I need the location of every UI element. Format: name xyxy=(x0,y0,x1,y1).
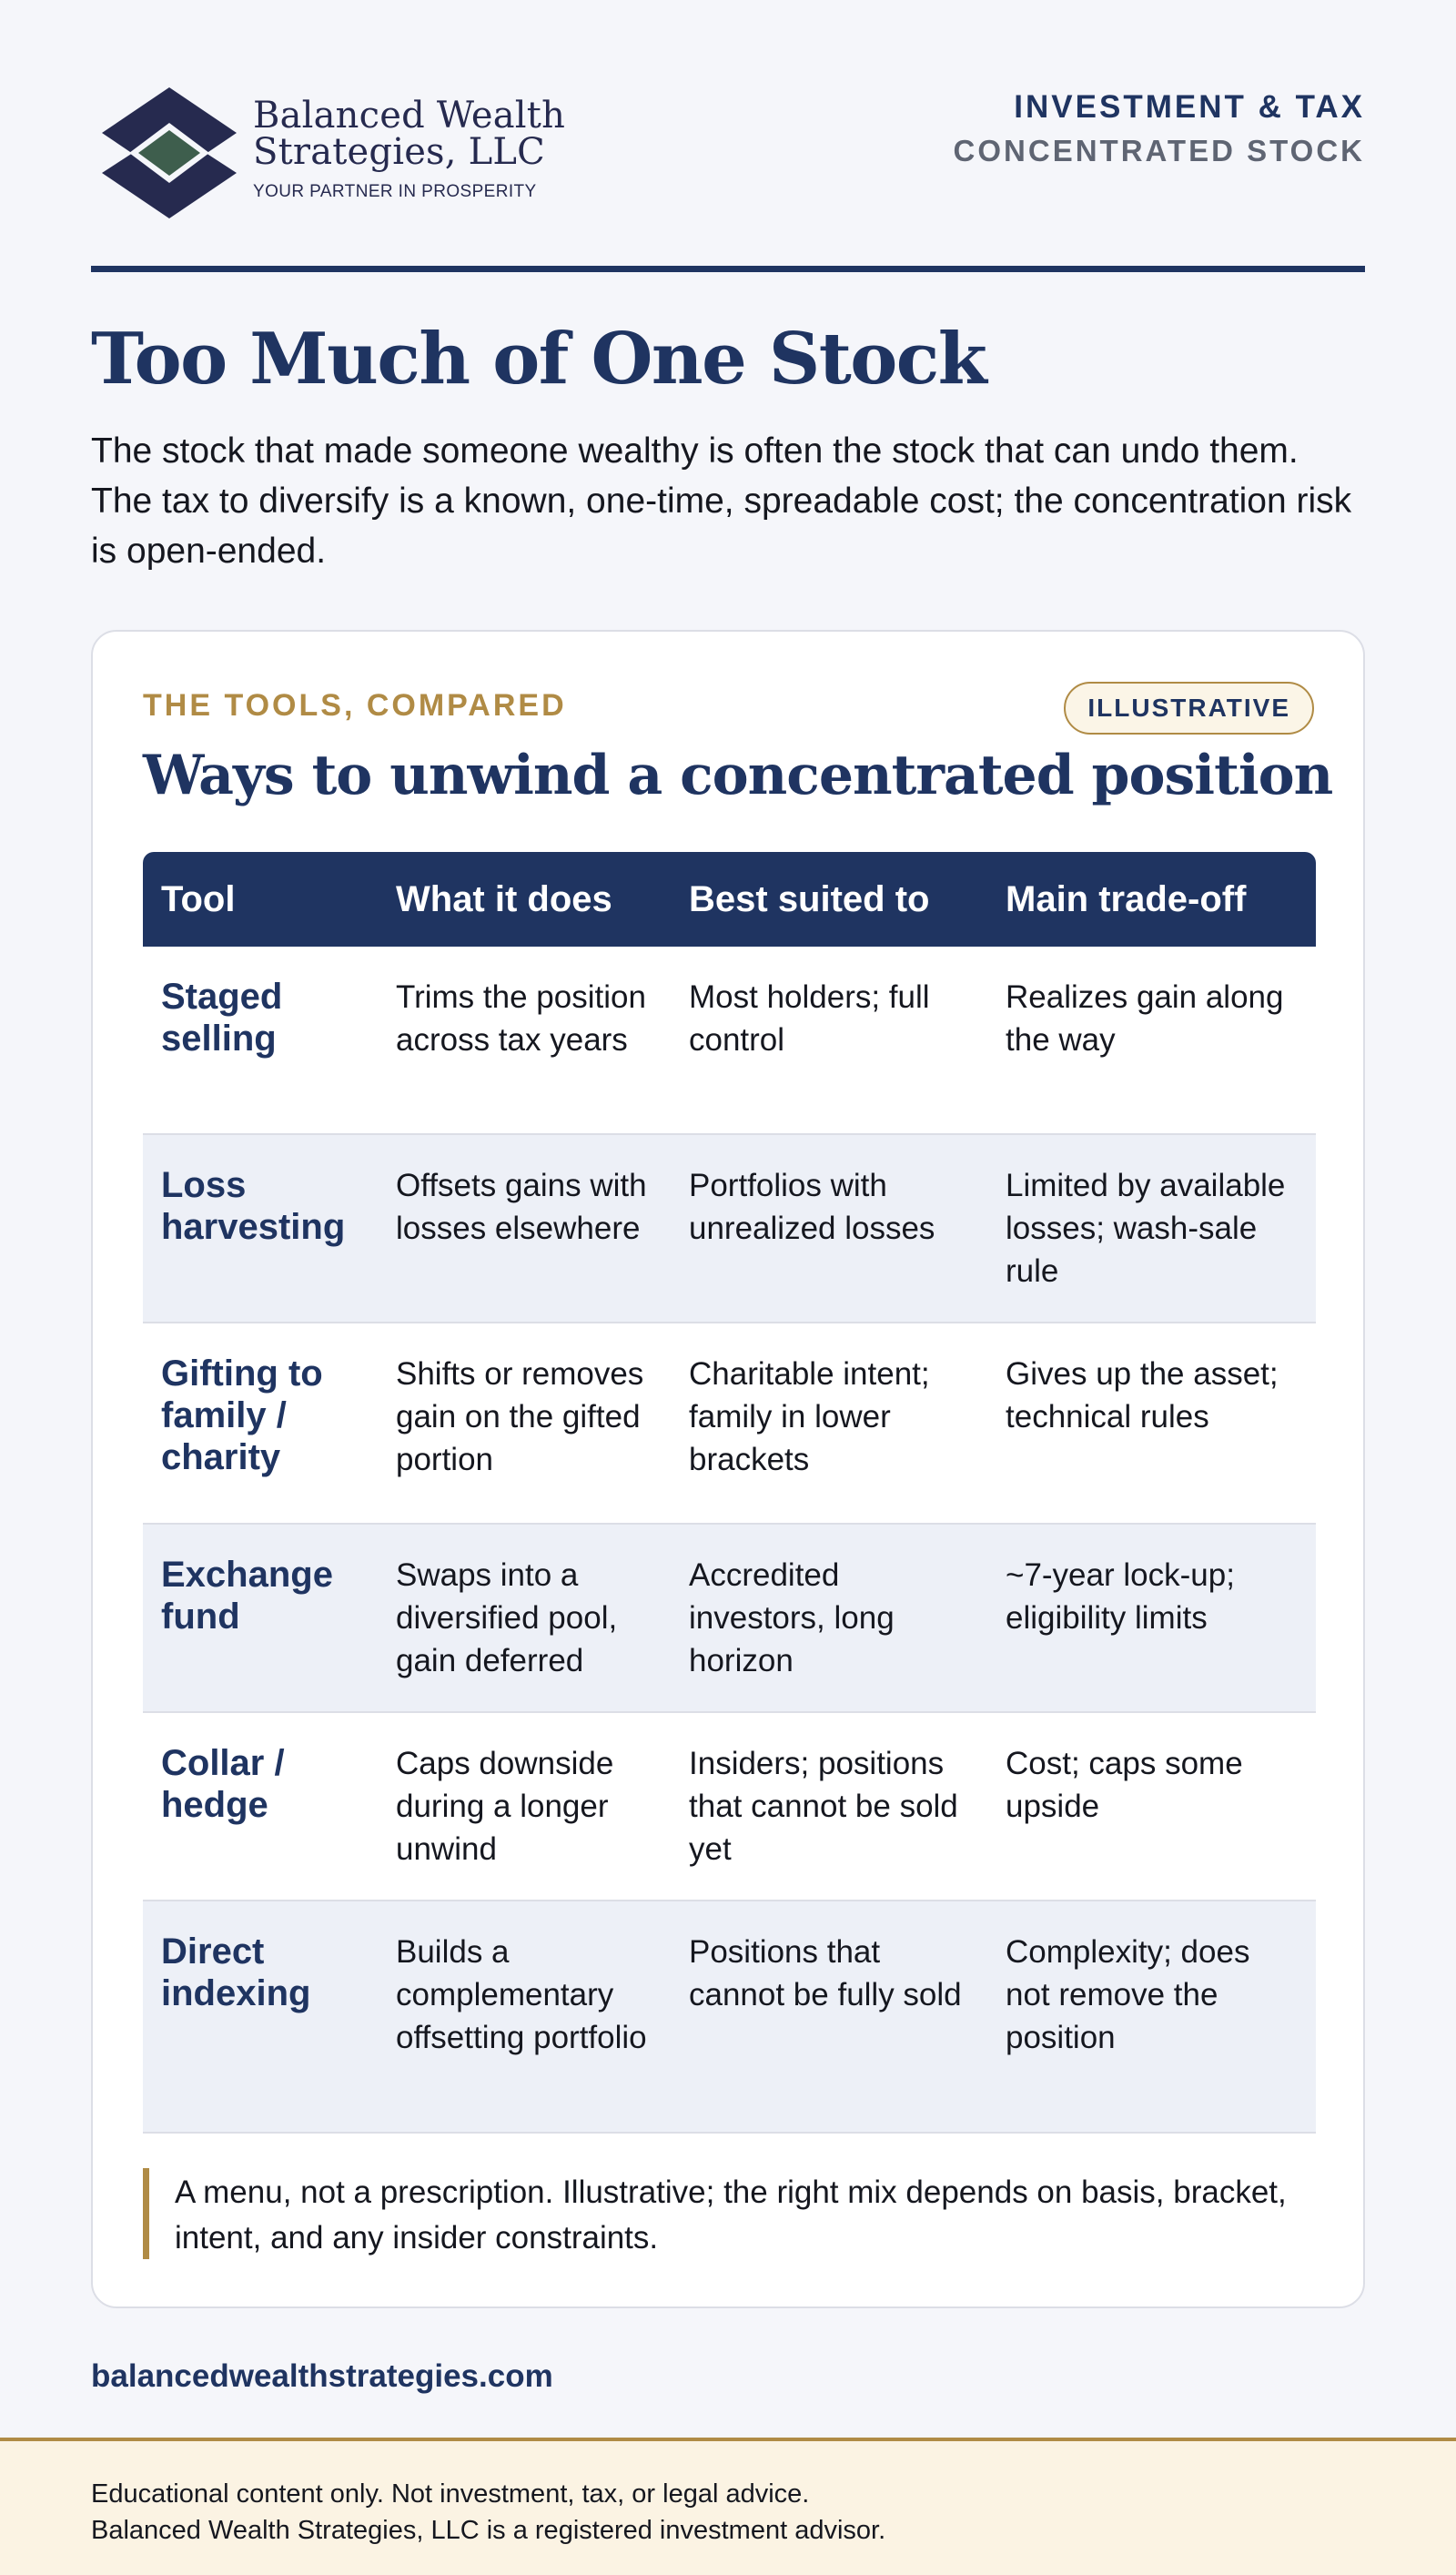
illustrative-badge: ILLUSTRATIVE xyxy=(1064,682,1314,735)
brand-name-line2: Strategies, LLC xyxy=(253,131,545,173)
website-link[interactable]: balancedwealthstrategies.com xyxy=(91,2358,553,2394)
tool-description: Builds a complementary offsetting portfolio xyxy=(378,1901,671,2133)
table-header-row xyxy=(143,852,1316,947)
tool-trade-off: Complexity; does not remove the position xyxy=(987,1901,1316,2133)
tool-trade-off: Realizes gain along the way xyxy=(987,947,1316,1134)
table-row xyxy=(143,1134,1316,1323)
tool-trade-off: Cost; caps some upside xyxy=(987,1712,1316,1901)
brand-tagline: YOUR PARTNER IN PROSPERITY xyxy=(253,182,537,201)
tool-name: Staged selling xyxy=(143,947,378,1134)
tool-best-suited: Charitable intent; family in lower brackets xyxy=(671,1323,987,1524)
tool-name: Gifting to family / charity xyxy=(143,1323,378,1524)
card-eyebrow: THE TOOLS, COMPARED xyxy=(143,688,567,723)
header-divider xyxy=(91,266,1365,272)
column-header-best-suited-to: Best suited to xyxy=(671,852,987,947)
tool-best-suited: Most holders; full control xyxy=(671,947,987,1134)
brand-name-line1: Balanced Wealth xyxy=(253,95,566,137)
intro-paragraph: The stock that made someone wealthy is often the stock that can undo them. The tax to diversify is a known, one-time, spreadable cost; the concentration risk is open-ended. xyxy=(91,431,1352,571)
disclaimer-footer xyxy=(0,2438,1456,2575)
tool-name: Direct indexing xyxy=(143,1901,378,2133)
tool-name: Loss harvesting xyxy=(143,1134,378,1323)
tool-best-suited: Accredited investors, long horizon xyxy=(671,1524,987,1712)
topic-label: CONCENTRATED STOCK xyxy=(953,134,1365,167)
card-title: Ways to unwind a concentrated position xyxy=(143,744,1333,807)
tool-trade-off: ~7-year lock-up; eligibility limits xyxy=(987,1524,1316,1712)
page-title: Too Much of One Stock xyxy=(91,318,986,400)
brand-logo[interactable] xyxy=(91,84,637,226)
tool-best-suited: Positions that cannot be fully sold xyxy=(671,1901,987,2133)
tools-table xyxy=(143,852,1316,2134)
tool-best-suited: Insiders; positions that cannot be sold yet xyxy=(671,1712,987,1901)
tool-best-suited: Portfolios with unrealized losses xyxy=(671,1134,987,1323)
category-label: INVESTMENT & TAX xyxy=(1014,89,1365,125)
callout-note: A menu, not a prescription. Illustrative; the right mix depends on basis, bracket, intent, and any insider constraints. xyxy=(143,2168,1316,2259)
diamond-logo-icon xyxy=(96,86,242,222)
tool-description: Caps downside during a longer unwind xyxy=(378,1712,671,1901)
tool-name: Exchange fund xyxy=(143,1524,378,1712)
column-header-what-it-does: What it does xyxy=(378,852,671,947)
tool-description: Swaps into a diversified pool, gain deferred xyxy=(378,1524,671,1712)
table-row xyxy=(143,1524,1316,1712)
table-row xyxy=(143,1323,1316,1524)
disclaimer-line-2: Balanced Wealth Strategies, LLC is a registered investment advisor. xyxy=(91,2516,886,2545)
column-header-tool: Tool xyxy=(143,852,378,947)
tool-trade-off: Limited by available losses; wash-sale rule xyxy=(987,1134,1316,1323)
tool-trade-off: Gives up the asset; technical rules xyxy=(987,1323,1316,1524)
table-row xyxy=(143,947,1316,1134)
table-row xyxy=(143,1901,1316,2133)
tool-description: Trims the position across tax years xyxy=(378,947,671,1134)
disclaimer-line-1: Educational content only. Not investment, tax, or legal advice. xyxy=(91,2479,810,2509)
tool-description: Shifts or removes gain on the gifted portion xyxy=(378,1323,671,1524)
tool-description: Offsets gains with losses elsewhere xyxy=(378,1134,671,1323)
tool-name: Collar / hedge xyxy=(143,1712,378,1901)
column-header-main-trade-off: Main trade-off xyxy=(987,852,1316,947)
tools-card xyxy=(91,630,1365,2308)
table-row xyxy=(143,1712,1316,1901)
page-header xyxy=(91,84,1365,226)
